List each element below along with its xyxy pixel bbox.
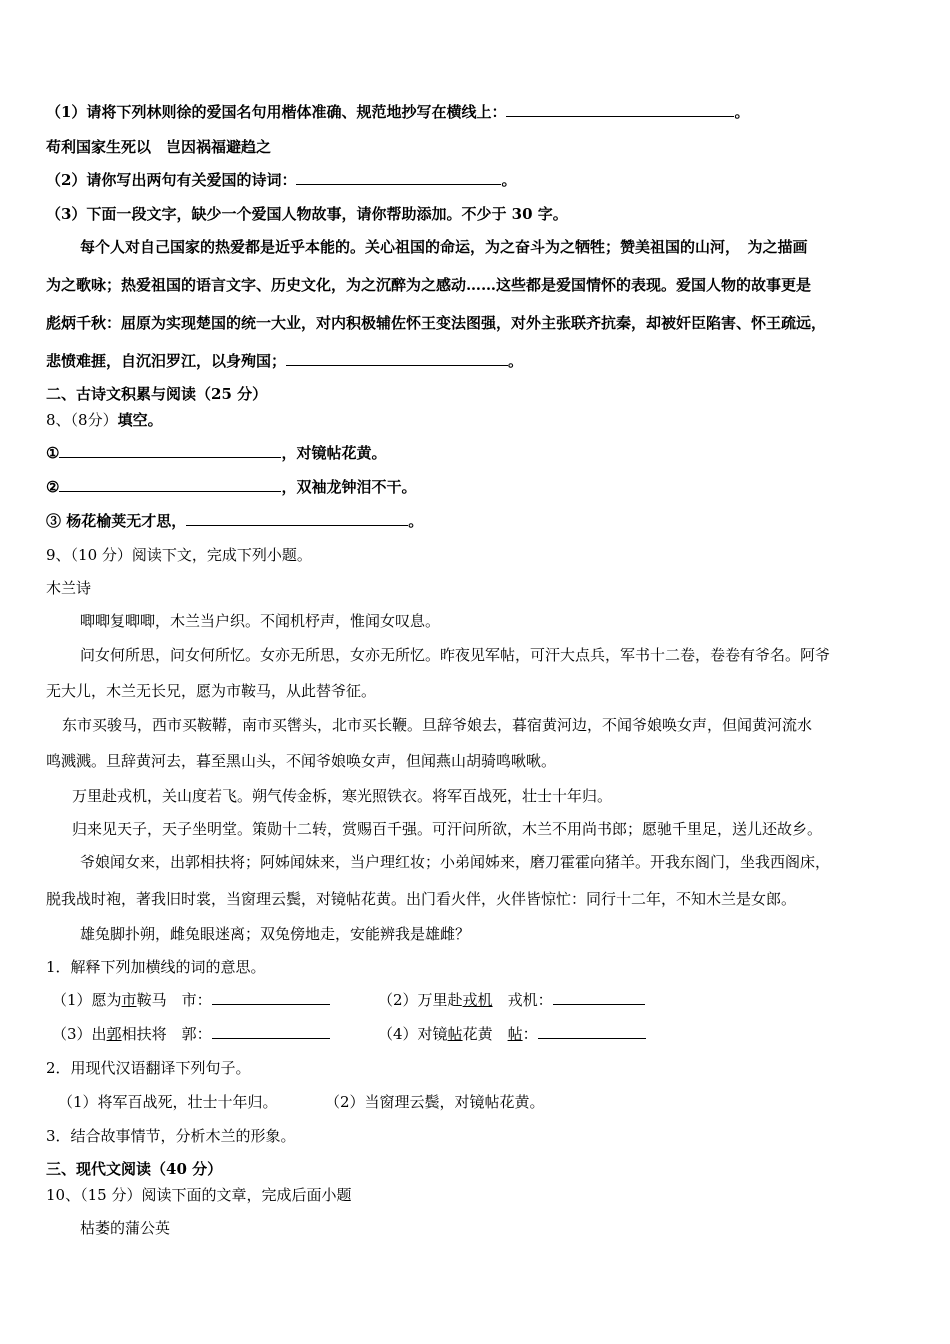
question-9-head: 9、（10 分）阅读下文，完成下列小题。: [46, 546, 312, 564]
word-item-3: （3）出郭相扶将 郭：: [52, 1024, 330, 1044]
subq-1: 1．解释下列加横线的词的意思。: [46, 958, 266, 976]
answer-blank[interactable]: [186, 511, 408, 526]
fill-line-3: ③ 杨花榆荚无才思， 。: [46, 512, 424, 530]
poem-line: 万里赴戎机，关山度若飞。朔气传金柝，寒光照铁衣。将军百战死，壮士十年归。: [72, 787, 613, 805]
poem-line: 雄兔脚扑朔，雌兔眼迷离；双兔傍地走，安能辨我是雄雌？: [80, 925, 471, 943]
passage-line: 为之歌咏；热爱祖国的语言文字、历史文化，为之沉醉为之感动……这些都是爱国情怀的表现。爱国人物的故事更是: [46, 276, 812, 294]
answer-blank[interactable]: [286, 351, 508, 366]
article-title: 枯萎的蒲公英: [80, 1219, 171, 1237]
passage-line: 彪炳千秋：屈原为实现楚国的统一大业，对内积极辅佐怀王变法图强，对外主张联齐抗秦，却被奸臣陷害、怀王疏远，: [46, 314, 827, 332]
passage-last-line: 悲愤难捱，自沉汨罗江，以身殉国； 。: [46, 352, 524, 370]
passage-line: 每个人对自己国家的热爱都是近乎本能的。关心祖国的命运，为之奋斗为之牺牲；赞美祖国的山河， 为之描画: [80, 238, 808, 256]
poem-line: 爷娘闻女来，出郭相扶将；阿姊闻妹来，当户理红妆；小弟闻姊来，磨刀霍霍向猪羊。开我东阁门，坐我西阁床，: [80, 853, 831, 871]
poem-line: 鸣溅溅。旦辞黄河去，暮至黑山头，不闻爷娘唤女声，但闻燕山胡骑鸣啾啾。: [46, 752, 557, 770]
answer-blank[interactable]: [506, 102, 734, 117]
word-item-1: （1）愿为市鞍马 市：: [52, 990, 330, 1010]
question-7-1: （1）请将下列林则徐的爱国名句用楷体准确、规范地抄写在横线上： 。: [46, 103, 750, 121]
fill-line-1: ① ，对镜帖花黄。: [46, 444, 387, 462]
answer-blank[interactable]: [538, 1024, 646, 1039]
q1-quote: 苟利国家生死以 岂因祸福避趋之: [46, 138, 272, 156]
word-item-4: （4）对镜帖花黄 帖：: [378, 1024, 646, 1044]
question-8-head: 8、（8分）填空。: [46, 411, 163, 429]
question-10-head: 10、（15 分）阅读下面的文章，完成后面小题: [46, 1186, 352, 1204]
question-7-2: （2）请你写出两句有关爱国的诗词： 。: [46, 171, 517, 189]
answer-blank[interactable]: [553, 990, 645, 1005]
poem-title: 木兰诗: [46, 579, 92, 597]
answer-blank[interactable]: [296, 170, 501, 185]
section-2-title: 二、古诗文积累与阅读（25 分）: [46, 385, 268, 403]
translate-item-2: （2）当窗理云鬓，对镜帖花黄。: [325, 1093, 545, 1111]
poem-line: 问女何所思，问女何所忆。女亦无所思，女亦无所忆。昨夜见军帖，可汗大点兵，军书十二卷，卷卷有爷名。阿爷: [80, 646, 831, 664]
answer-blank[interactable]: [59, 443, 281, 458]
poem-line: 归来见天子，天子坐明堂。策勋十二转，赏赐百千强。可汗问所欲，木兰不用尚书郎；愿驰千里足，送儿还故乡。: [72, 820, 823, 838]
translate-item-1: （1）将军百战死，壮士十年归。: [58, 1093, 278, 1111]
answer-blank[interactable]: [212, 1024, 330, 1039]
poem-line: 唧唧复唧唧，木兰当户织。不闻机杼声，惟闻女叹息。: [80, 612, 441, 630]
answer-blank[interactable]: [212, 990, 330, 1005]
subq-3: 3．结合故事情节，分析木兰的形象。: [46, 1127, 296, 1145]
answer-blank[interactable]: [59, 477, 281, 492]
subq-2: 2．用现代汉语翻译下列句子。: [46, 1059, 251, 1077]
question-7-3: （3）下面一段文字，缺少一个爱国人物故事，请你帮助添加。不少于 30 字。: [46, 205, 568, 223]
fill-line-2: ② ，双袖龙钟泪不干。: [46, 478, 417, 496]
poem-line: 脱我战时袍，著我旧时裳，当窗理云鬓，对镜帖花黄。出门看火伴，火伴皆惊忙：同行十二年，不知木兰是女郎。: [46, 890, 797, 908]
word-item-2: （2）万里赴戎机 戎机：: [378, 990, 645, 1010]
q1-prompt: （1）请将下列林则徐的爱国名句用楷体准确、规范地抄写在横线上：: [46, 103, 507, 121]
poem-line: 无大儿，木兰无长兄，愿为市鞍马，从此替爷征。: [46, 682, 377, 700]
poem-line: 东市买骏马，西市买鞍鞯，南市买辔头，北市买长鞭。旦辞爷娘去，暮宿黄河边，不闻爷娘唤女声，但闻黄河流水: [62, 716, 813, 734]
section-3-title: 三、现代文阅读（40 分）: [46, 1160, 223, 1178]
